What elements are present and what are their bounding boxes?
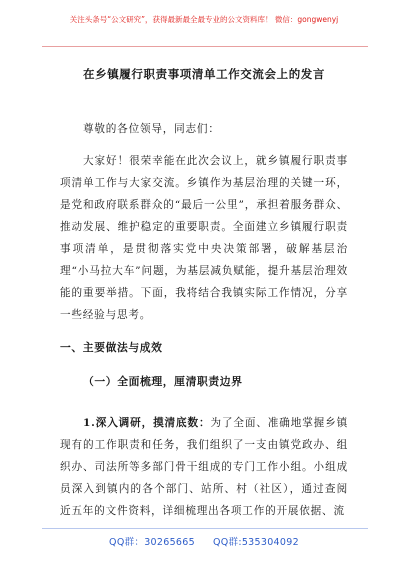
footer-qq-group-1: QQ群：30265665: [109, 537, 195, 548]
section-heading: 一、主要做法与成效: [60, 341, 163, 354]
document-title: 在乡镇履行职责事项清单工作交流会上的发言: [83, 67, 325, 81]
paragraph-lead: 1.深入调研，摸清底数：: [83, 417, 211, 429]
footer-qq-group-2: QQ群:535304092: [212, 537, 299, 548]
paragraph-body: 为了全面、准确地掌握乡镇现有的工作职责和任务，我们组织了一支由镇党政办、组织办、司法所等多部门骨干组成的专门工作小组。小组成员深入到镇内的各个部门、站所、村（社区），通过查阅近五年的文件资料，详细梳理出各项工作的开展依据、流: [60, 417, 348, 517]
subsection-heading: （一）全面梳理，厘清职责边界: [83, 375, 243, 388]
salutation: 尊敬的各位领导，同志们：: [83, 123, 220, 135]
paragraph-intro: 大家好！很荣幸能在此次会议上，就乡镇履行职责事项清单工作与大家交流。乡镇作为基层治理的关键一环，是党和政府联系群众的“最后一公里”，承担着服务群众、推动发展、维护稳定的重要职责。全面建立乡镇履行职责事项清单，是贯彻落实党中央决策部署，破解基层治理“小马拉大车”问题，为基层减负赋能，提升基层治理效能的重要举措。下面，我将结合我镇实际工作情况，分享一些经验与思考。: [60, 155, 348, 321]
header-promo-text: 关注头条号“公文研究”，获得最新最全最专业的公文资料库！ 微信：gongwenyj: [69, 15, 339, 24]
page-footer: [0, 534, 408, 548]
paragraph-research: [60, 412, 348, 522]
header-divider: [42, 46, 368, 47]
footer-divider: [42, 528, 368, 529]
page-header: [0, 14, 408, 44]
